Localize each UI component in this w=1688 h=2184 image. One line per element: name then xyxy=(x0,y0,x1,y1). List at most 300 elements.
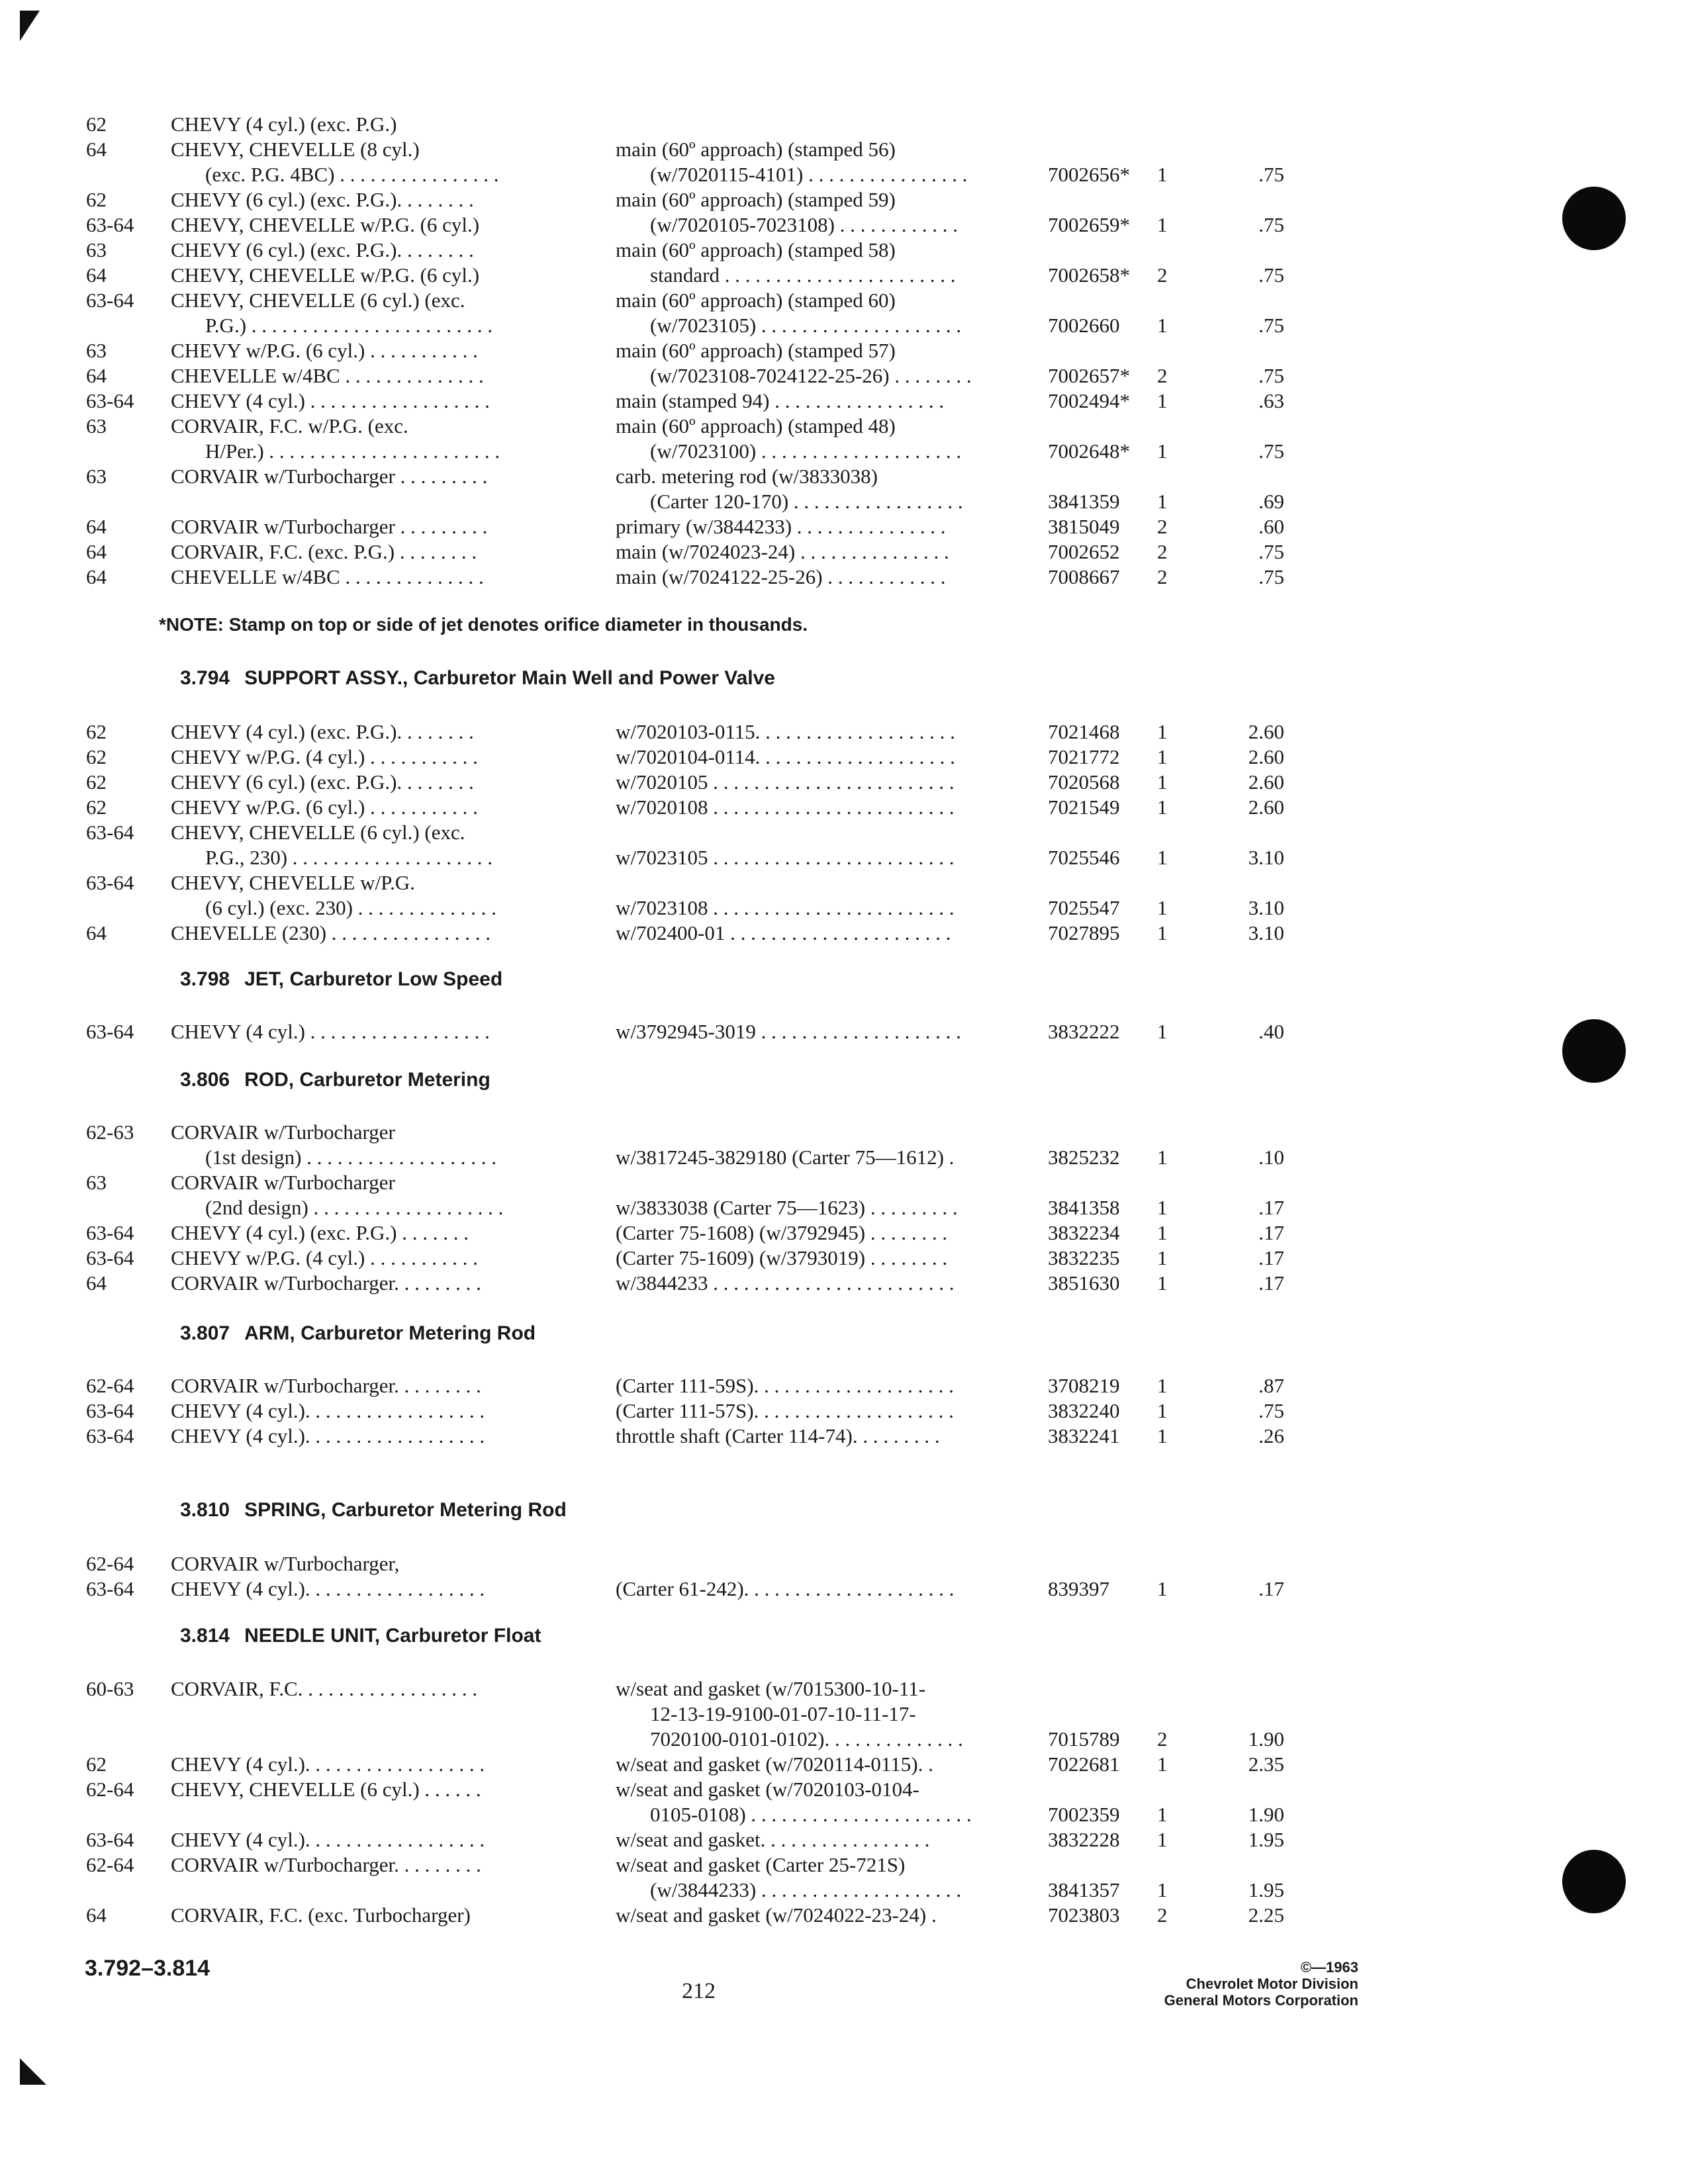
part-description: main (60º approach) (stamped 60) xyxy=(616,289,896,312)
model-year: 64 xyxy=(86,565,107,588)
model-year: 63 xyxy=(86,465,107,488)
jet-main-row xyxy=(0,338,1688,364)
quantity: 2 xyxy=(1157,263,1168,287)
model-description: CHEVY w/P.G. (4 cyl.) . . . . . . . . . . . xyxy=(171,745,478,768)
section-3-806-row xyxy=(0,1245,1688,1271)
model-description: CHEVY w/P.G. (6 cyl.) . . . . . . . . . . . xyxy=(171,796,478,819)
model-description: CHEVY, CHEVELLE w/P.G. (6 cyl.) xyxy=(171,263,480,287)
model-description: CORVAIR w/Turbocharger xyxy=(171,1171,395,1194)
quantity: 1 xyxy=(1157,389,1168,412)
quantity: 1 xyxy=(1157,1196,1168,1219)
model-year: 64 xyxy=(86,540,107,563)
part-description: (w/3844233) . . . . . . . . . . . . . . . . . . . . xyxy=(650,1878,962,1901)
quantity: 1 xyxy=(1157,896,1168,919)
part-number: 3708219 xyxy=(1048,1374,1120,1397)
section-3-814-row xyxy=(0,1776,1688,1803)
price: 2.35 xyxy=(1248,1752,1284,1776)
part-number: 7002652 xyxy=(1048,540,1120,563)
quantity: 1 xyxy=(1157,1146,1168,1169)
part-description: w/seat and gasket. . . . . . . . . . . . . . . . . xyxy=(616,1828,930,1851)
part-description: w/3792945-3019 . . . . . . . . . . . . . . . . . . . . xyxy=(616,1020,961,1043)
part-number: 3841359 xyxy=(1048,490,1120,513)
jet-main-row xyxy=(0,488,1688,515)
quantity: 1 xyxy=(1157,490,1168,513)
part-number: 7021549 xyxy=(1048,796,1120,819)
section-3-807-row xyxy=(0,1398,1688,1424)
section-title: SPRING, Carburetor Metering Rod xyxy=(244,1499,567,1521)
model-year: 63-64 xyxy=(86,821,134,844)
part-number: 7025547 xyxy=(1048,896,1120,919)
quantity: 1 xyxy=(1157,1878,1168,1901)
part-number: 3832228 xyxy=(1048,1828,1120,1851)
price: 1.95 xyxy=(1248,1878,1284,1901)
model-description: CHEVELLE (230) . . . . . . . . . . . . . . . . xyxy=(171,921,491,944)
model-year: 63 xyxy=(86,238,107,261)
jet-main-row xyxy=(0,463,1688,490)
part-description: standard . . . . . . . . . . . . . . . . . . . . . . . xyxy=(650,263,956,287)
quantity: 1 xyxy=(1157,439,1168,463)
model-description: CORVAIR, F.C. (exc. Turbocharger) xyxy=(171,1903,471,1927)
part-description: (w/7023100) . . . . . . . . . . . . . . . . . . . . xyxy=(650,439,962,463)
jet-main-row xyxy=(0,161,1688,188)
quantity: 1 xyxy=(1157,213,1168,236)
part-description: w/seat and gasket (Carter 25-721S) xyxy=(616,1853,906,1876)
model-description: CHEVY (4 cyl.). . . . . . . . . . . . . . . . . . xyxy=(171,1828,485,1851)
section-3-814-row xyxy=(0,1827,1688,1853)
part-number: 7002494* xyxy=(1048,389,1130,412)
part-number: 7008667 xyxy=(1048,565,1120,588)
model-description: CHEVY (4 cyl.). . . . . . . . . . . . . . . . . . xyxy=(171,1399,485,1422)
part-number: 7002359 xyxy=(1048,1803,1120,1826)
section-3-806-row xyxy=(0,1144,1688,1171)
part-number: 7002659* xyxy=(1048,213,1130,236)
section-heading xyxy=(180,1320,536,1347)
part-description: throttle shaft (Carter 114-74). . . . . . . . . xyxy=(616,1424,940,1447)
price: 2.60 xyxy=(1248,796,1284,819)
price: 1.90 xyxy=(1248,1803,1284,1826)
section-heading xyxy=(180,966,502,993)
model-year: 62-64 xyxy=(86,1853,134,1876)
section-3-806-row xyxy=(0,1119,1688,1146)
section-3-794-row xyxy=(0,744,1688,770)
quantity: 1 xyxy=(1157,1828,1168,1851)
part-number: 3841358 xyxy=(1048,1196,1120,1219)
price: .17 xyxy=(1258,1246,1284,1269)
section-3-794-row xyxy=(0,844,1688,871)
section-heading xyxy=(180,1623,541,1649)
copyright-corporation: General Motors Corporation xyxy=(1164,1992,1358,2009)
model-description: CHEVY (6 cyl.) (exc. P.G.). . . . . . . . xyxy=(171,770,474,794)
model-year: 63-64 xyxy=(86,289,134,312)
model-description: CHEVY (4 cyl.). . . . . . . . . . . . . . . . . . xyxy=(171,1424,485,1447)
part-description: w/7020108 . . . . . . . . . . . . . . . . . . . . . . . . xyxy=(616,796,955,819)
part-number: 7021772 xyxy=(1048,745,1120,768)
model-description: CORVAIR w/Turbocharger, xyxy=(171,1552,400,1575)
section-3-806-row xyxy=(0,1220,1688,1246)
jet-main-row xyxy=(0,363,1688,389)
part-description: (Carter 75-1609) (w/3793019) . . . . . . . . xyxy=(616,1246,948,1269)
part-description: main (60º approach) (stamped 58) xyxy=(616,238,896,261)
price: .10 xyxy=(1258,1146,1284,1169)
model-description: H/Per.) . . . . . . . . . . . . . . . . . . . . . . . xyxy=(205,439,500,463)
part-description: 12-13-19-9100-01-07-10-11-17- xyxy=(650,1702,916,1725)
model-description: CORVAIR w/Turbocharger xyxy=(171,1120,395,1144)
section-3-807-row xyxy=(0,1423,1688,1449)
part-number: 7002648* xyxy=(1048,439,1130,463)
section-3-814-row xyxy=(0,1726,1688,1752)
model-description: CORVAIR w/Turbocharger . . . . . . . . . xyxy=(171,465,488,488)
section-number: 3.814 xyxy=(180,1625,230,1647)
quantity: 1 xyxy=(1157,1271,1168,1295)
part-number: 3832235 xyxy=(1048,1246,1120,1269)
price: 1.90 xyxy=(1248,1727,1284,1751)
section-number: 3.806 xyxy=(180,1069,230,1091)
model-year: 62 xyxy=(86,796,107,819)
section-3-814-row xyxy=(0,1701,1688,1727)
part-number: 3832241 xyxy=(1048,1424,1120,1447)
part-number: 7021468 xyxy=(1048,720,1120,743)
quantity: 2 xyxy=(1157,364,1168,387)
model-description: CORVAIR w/Turbocharger . . . . . . . . . xyxy=(171,515,488,538)
price: .17 xyxy=(1258,1196,1284,1219)
part-number: 3832240 xyxy=(1048,1399,1120,1422)
copyright-year: ©—1963 xyxy=(1300,1959,1358,1976)
part-description: w/3817245-3829180 (Carter 75—1612) . xyxy=(616,1146,955,1169)
price: 3.10 xyxy=(1248,921,1284,944)
section-heading xyxy=(180,665,775,692)
jet-main-row xyxy=(0,413,1688,439)
jet-stamp-note: *NOTE: Stamp on top or side of jet denotes orifice diameter in thousands. xyxy=(159,614,808,635)
part-number: 7015789 xyxy=(1048,1727,1120,1751)
section-3-798-row xyxy=(0,1019,1688,1045)
quantity: 1 xyxy=(1157,720,1168,743)
model-description: CHEVELLE w/4BC . . . . . . . . . . . . . . xyxy=(171,364,484,387)
quantity: 2 xyxy=(1157,565,1168,588)
jet-main-row xyxy=(0,388,1688,414)
part-number: 3825232 xyxy=(1048,1146,1120,1169)
model-year: 64 xyxy=(86,1903,107,1927)
section-number: 3.794 xyxy=(180,667,230,689)
part-number: 7023803 xyxy=(1048,1903,1120,1927)
part-description: (Carter 120-170) . . . . . . . . . . . . . . . . . xyxy=(650,490,963,513)
part-number: 3851630 xyxy=(1048,1271,1120,1295)
model-description: CORVAIR w/Turbocharger. . . . . . . . . xyxy=(171,1271,481,1295)
part-number: 7025546 xyxy=(1048,846,1120,869)
model-year: 62-64 xyxy=(86,1374,134,1397)
section-3-794-row xyxy=(0,719,1688,745)
model-year: 64 xyxy=(86,921,107,944)
section-3-806-row xyxy=(0,1195,1688,1221)
model-description: CORVAIR w/Turbocharger. . . . . . . . . xyxy=(171,1374,481,1397)
model-year: 63-64 xyxy=(86,871,134,894)
quantity: 1 xyxy=(1157,1374,1168,1397)
model-year: 64 xyxy=(86,138,107,161)
section-heading xyxy=(180,1497,567,1524)
model-year: 63-64 xyxy=(86,1577,134,1600)
model-year: 63 xyxy=(86,414,107,437)
model-year: 62 xyxy=(86,113,107,136)
section-3-814-row xyxy=(0,1877,1688,1903)
model-description: CHEVY, CHEVELLE (6 cyl.) (exc. xyxy=(171,821,465,844)
part-number: 3815049 xyxy=(1048,515,1120,538)
model-year: 62 xyxy=(86,720,107,743)
quantity: 1 xyxy=(1157,745,1168,768)
model-year: 64 xyxy=(86,1271,107,1295)
part-description: w/seat and gasket (w/7020103-0104- xyxy=(616,1778,919,1801)
section-3-814-row xyxy=(0,1852,1688,1878)
model-year: 63-64 xyxy=(86,1246,134,1269)
model-description: CORVAIR, F.C. w/P.G. (exc. xyxy=(171,414,408,437)
quantity: 1 xyxy=(1157,921,1168,944)
part-description: 7020100-0101-0102). . . . . . . . . . . . . . xyxy=(650,1727,963,1751)
section-3-807-row xyxy=(0,1373,1688,1399)
model-year: 62 xyxy=(86,1752,107,1776)
part-number: 3841357 xyxy=(1048,1878,1120,1901)
model-description: CHEVY (6 cyl.) (exc. P.G.). . . . . . . . xyxy=(171,188,474,211)
price: 2.25 xyxy=(1248,1903,1284,1927)
quantity: 1 xyxy=(1157,1577,1168,1600)
part-description: w/7020103-0115. . . . . . . . . . . . . . . . . . . . xyxy=(616,720,955,743)
price: .17 xyxy=(1258,1271,1284,1295)
section-title: NEEDLE UNIT, Carburetor Float xyxy=(244,1625,541,1647)
part-number: 3832234 xyxy=(1048,1221,1120,1244)
section-title: ARM, Carburetor Metering Rod xyxy=(244,1322,536,1344)
part-description: carb. metering rod (w/3833038) xyxy=(616,465,878,488)
section-3-794-row xyxy=(0,769,1688,796)
quantity: 1 xyxy=(1157,1221,1168,1244)
model-description: CHEVY w/P.G. (4 cyl.) . . . . . . . . . . . xyxy=(171,1246,478,1269)
jet-main-row xyxy=(0,187,1688,213)
model-description: (1st design) . . . . . . . . . . . . . . . . . . . xyxy=(205,1146,497,1169)
model-year: 63-64 xyxy=(86,1221,134,1244)
model-year: 62-63 xyxy=(86,1120,134,1144)
quantity: 1 xyxy=(1157,1020,1168,1043)
part-description: (Carter 75-1608) (w/3792945) . . . . . . . . xyxy=(616,1221,948,1244)
footer-copyright xyxy=(1164,1959,1358,2009)
part-number: 7002657* xyxy=(1048,364,1130,387)
jet-main-row xyxy=(0,287,1688,314)
model-description: CHEVY, CHEVELLE (6 cyl.) . . . . . . xyxy=(171,1778,481,1801)
quantity: 1 xyxy=(1157,314,1168,337)
part-description: main (w/7024023-24) . . . . . . . . . . . . . . . xyxy=(616,540,949,563)
model-year: 63 xyxy=(86,339,107,362)
model-year: 62 xyxy=(86,188,107,211)
model-description: CHEVY, CHEVELLE w/P.G. (6 cyl.) xyxy=(171,213,480,236)
model-description: CHEVY (4 cyl.) (exc. P.G.) xyxy=(171,113,397,136)
quantity: 1 xyxy=(1157,1246,1168,1269)
quantity: 1 xyxy=(1157,846,1168,869)
price: 3.10 xyxy=(1248,896,1284,919)
part-description: (Carter 111-57S). . . . . . . . . . . . . . . . . . . . xyxy=(616,1399,954,1422)
model-description: CHEVY w/P.G. (6 cyl.) . . . . . . . . . . . xyxy=(171,339,478,362)
part-description: (w/7020115-4101) . . . . . . . . . . . . . . . . xyxy=(650,163,968,186)
part-description: w/7020105 . . . . . . . . . . . . . . . . . . . . . . . . xyxy=(616,770,955,794)
jet-main-row xyxy=(0,212,1688,238)
model-year: 63-64 xyxy=(86,389,134,412)
price: .75 xyxy=(1258,314,1284,337)
section-heading xyxy=(180,1067,491,1093)
part-description: main (60º approach) (stamped 59) xyxy=(616,188,896,211)
part-description: w/7020104-0114. . . . . . . . . . . . . . . . . . . . xyxy=(616,745,955,768)
model-description: CORVAIR, F.C. . . . . . . . . . . . . . . . . . xyxy=(171,1677,477,1700)
jet-main-row xyxy=(0,237,1688,263)
section-title: ROD, Carburetor Metering xyxy=(244,1069,491,1091)
price: .75 xyxy=(1258,439,1284,463)
model-year: 64 xyxy=(86,515,107,538)
part-description: (w/7023108-7024122-25-26) . . . . . . . . xyxy=(650,364,972,387)
section-3-814-row xyxy=(0,1902,1688,1929)
quantity: 1 xyxy=(1157,1399,1168,1422)
price: .75 xyxy=(1258,263,1284,287)
model-description: CHEVY, CHEVELLE (6 cyl.) (exc. xyxy=(171,289,465,312)
jet-main-row xyxy=(0,312,1688,339)
model-description: (2nd design) . . . . . . . . . . . . . . . . . . . xyxy=(205,1196,504,1219)
quantity: 2 xyxy=(1157,515,1168,538)
part-number: 7027895 xyxy=(1048,921,1120,944)
section-3-794-row xyxy=(0,895,1688,921)
price: 2.60 xyxy=(1248,720,1284,743)
part-description: w/702400-01 . . . . . . . . . . . . . . . . . . . . . . xyxy=(616,921,951,944)
quantity: 1 xyxy=(1157,1424,1168,1447)
model-year: 62 xyxy=(86,745,107,768)
model-description: CHEVY, CHEVELLE (8 cyl.) xyxy=(171,138,420,161)
model-year: 62 xyxy=(86,770,107,794)
jet-main-row xyxy=(0,136,1688,163)
model-year: 63 xyxy=(86,1171,107,1194)
part-description: w/seat and gasket (w/7020114-0115). . xyxy=(616,1752,933,1776)
price: .75 xyxy=(1258,1399,1284,1422)
price: .26 xyxy=(1258,1424,1284,1447)
quantity: 2 xyxy=(1157,1727,1168,1751)
part-number: 7022681 xyxy=(1048,1752,1120,1776)
part-description: 0105-0108) . . . . . . . . . . . . . . . . . . . . . . xyxy=(650,1803,972,1826)
section-3-806-row xyxy=(0,1169,1688,1196)
part-description: w/3833038 (Carter 75—1623) . . . . . . . . . xyxy=(616,1196,958,1219)
price: .60 xyxy=(1258,515,1284,538)
price: 2.60 xyxy=(1248,770,1284,794)
model-description: (exc. P.G. 4BC) . . . . . . . . . . . . . . . . xyxy=(205,163,499,186)
price: 1.95 xyxy=(1248,1828,1284,1851)
model-description: CHEVY (4 cyl.) . . . . . . . . . . . . . . . . . . xyxy=(171,389,490,412)
price: 3.10 xyxy=(1248,846,1284,869)
model-year: 63-64 xyxy=(86,1020,134,1043)
jet-main-row xyxy=(0,262,1688,289)
quantity: 1 xyxy=(1157,1803,1168,1826)
part-description: main (w/7024122-25-26) . . . . . . . . . . . . xyxy=(616,565,946,588)
section-3-794-row xyxy=(0,819,1688,846)
part-number: 7002656* xyxy=(1048,163,1130,186)
price: .75 xyxy=(1258,540,1284,563)
model-year: 63-64 xyxy=(86,1399,134,1422)
quantity: 1 xyxy=(1157,770,1168,794)
model-description: CHEVY (4 cyl.) (exc. P.G.). . . . . . . . xyxy=(171,720,474,743)
section-title: SUPPORT ASSY., Carburetor Main Well and Power Valve xyxy=(244,667,775,689)
model-description: P.G., 230) . . . . . . . . . . . . . . . . . . . . xyxy=(205,846,493,869)
model-description: CHEVY (4 cyl.). . . . . . . . . . . . . . . . . . xyxy=(171,1577,485,1600)
price: .63 xyxy=(1258,389,1284,412)
section-3-814-row xyxy=(0,1751,1688,1778)
model-year: 63-64 xyxy=(86,213,134,236)
jet-main-row xyxy=(0,438,1688,465)
jet-main-row xyxy=(0,514,1688,540)
section-number: 3.810 xyxy=(180,1499,230,1521)
price: .17 xyxy=(1258,1577,1284,1600)
part-number: 3832222 xyxy=(1048,1020,1120,1043)
price: .40 xyxy=(1258,1020,1284,1043)
part-description: main (60º approach) (stamped 48) xyxy=(616,414,896,437)
model-description: CHEVY (4 cyl.) (exc. P.G.) . . . . . . . xyxy=(171,1221,469,1244)
section-3-810-row xyxy=(0,1576,1688,1602)
model-description: (6 cyl.) (exc. 230) . . . . . . . . . . . . . . xyxy=(205,896,496,919)
model-year: 64 xyxy=(86,364,107,387)
footer-section-range: 3.792–3.814 xyxy=(85,1956,211,1981)
part-number: 7020568 xyxy=(1048,770,1120,794)
section-number: 3.807 xyxy=(180,1322,230,1344)
part-number: 7002660 xyxy=(1048,314,1120,337)
section-3-810-row xyxy=(0,1551,1688,1577)
model-year: 60-63 xyxy=(86,1677,134,1700)
model-description: CHEVELLE w/4BC . . . . . . . . . . . . . . xyxy=(171,565,484,588)
model-year: 63-64 xyxy=(86,1424,134,1447)
model-description: CHEVY (6 cyl.) (exc. P.G.). . . . . . . . xyxy=(171,238,474,261)
section-title: JET, Carburetor Low Speed xyxy=(244,968,503,990)
model-description: CHEVY, CHEVELLE w/P.G. xyxy=(171,871,415,894)
model-description: CHEVY (4 cyl.) . . . . . . . . . . . . . . . . . . xyxy=(171,1020,490,1043)
price: .17 xyxy=(1258,1221,1284,1244)
quantity: 2 xyxy=(1157,1903,1168,1927)
price: .75 xyxy=(1258,163,1284,186)
section-3-806-row xyxy=(0,1270,1688,1297)
model-year: 62-64 xyxy=(86,1552,134,1575)
model-description: CORVAIR w/Turbocharger. . . . . . . . . xyxy=(171,1853,481,1876)
copyright-division: Chevrolet Motor Division xyxy=(1186,1976,1358,1992)
price: .75 xyxy=(1258,364,1284,387)
part-description: w/seat and gasket (w/7024022-23-24) . xyxy=(616,1903,937,1927)
footer-page-number: 212 xyxy=(682,1979,716,2003)
section-3-794-row xyxy=(0,870,1688,896)
model-description: CORVAIR, F.C. (exc. P.G.) . . . . . . . . xyxy=(171,540,477,563)
jet-main-row xyxy=(0,539,1688,565)
jet-main-row xyxy=(0,111,1688,138)
part-description: w/3844233 . . . . . . . . . . . . . . . . . . . . . . . . xyxy=(616,1271,955,1295)
quantity: 2 xyxy=(1157,540,1168,563)
section-3-794-row xyxy=(0,794,1688,821)
part-number: 839397 xyxy=(1048,1577,1109,1600)
price: .75 xyxy=(1258,213,1284,236)
model-description: P.G.) . . . . . . . . . . . . . . . . . . . . . . . . xyxy=(205,314,493,337)
price: .87 xyxy=(1258,1374,1284,1397)
model-year: 64 xyxy=(86,263,107,287)
part-description: main (60º approach) (stamped 56) xyxy=(616,138,896,161)
part-description: (w/7023105) . . . . . . . . . . . . . . . . . . . . xyxy=(650,314,962,337)
section-3-814-row xyxy=(0,1676,1688,1702)
part-description: primary (w/3844233) . . . . . . . . . . . . . . . xyxy=(616,515,946,538)
quantity: 1 xyxy=(1157,796,1168,819)
part-description: (w/7020105-7023108) . . . . . . . . . . . . xyxy=(650,213,958,236)
part-description: main (stamped 94) . . . . . . . . . . . . . . . . . xyxy=(616,389,944,412)
jet-main-row xyxy=(0,564,1688,590)
quantity: 1 xyxy=(1157,1752,1168,1776)
section-number: 3.798 xyxy=(180,968,230,990)
quantity: 1 xyxy=(1157,163,1168,186)
price: .69 xyxy=(1258,490,1284,513)
part-description: (Carter 111-59S). . . . . . . . . . . . . . . . . . . . xyxy=(616,1374,954,1397)
section-3-814-row xyxy=(0,1801,1688,1828)
price: .75 xyxy=(1258,565,1284,588)
section-3-794-row xyxy=(0,920,1688,946)
model-description: CHEVY (4 cyl.). . . . . . . . . . . . . . . . . . xyxy=(171,1752,485,1776)
part-description: (Carter 61-242). . . . . . . . . . . . . . . . . . . . . xyxy=(616,1577,955,1600)
